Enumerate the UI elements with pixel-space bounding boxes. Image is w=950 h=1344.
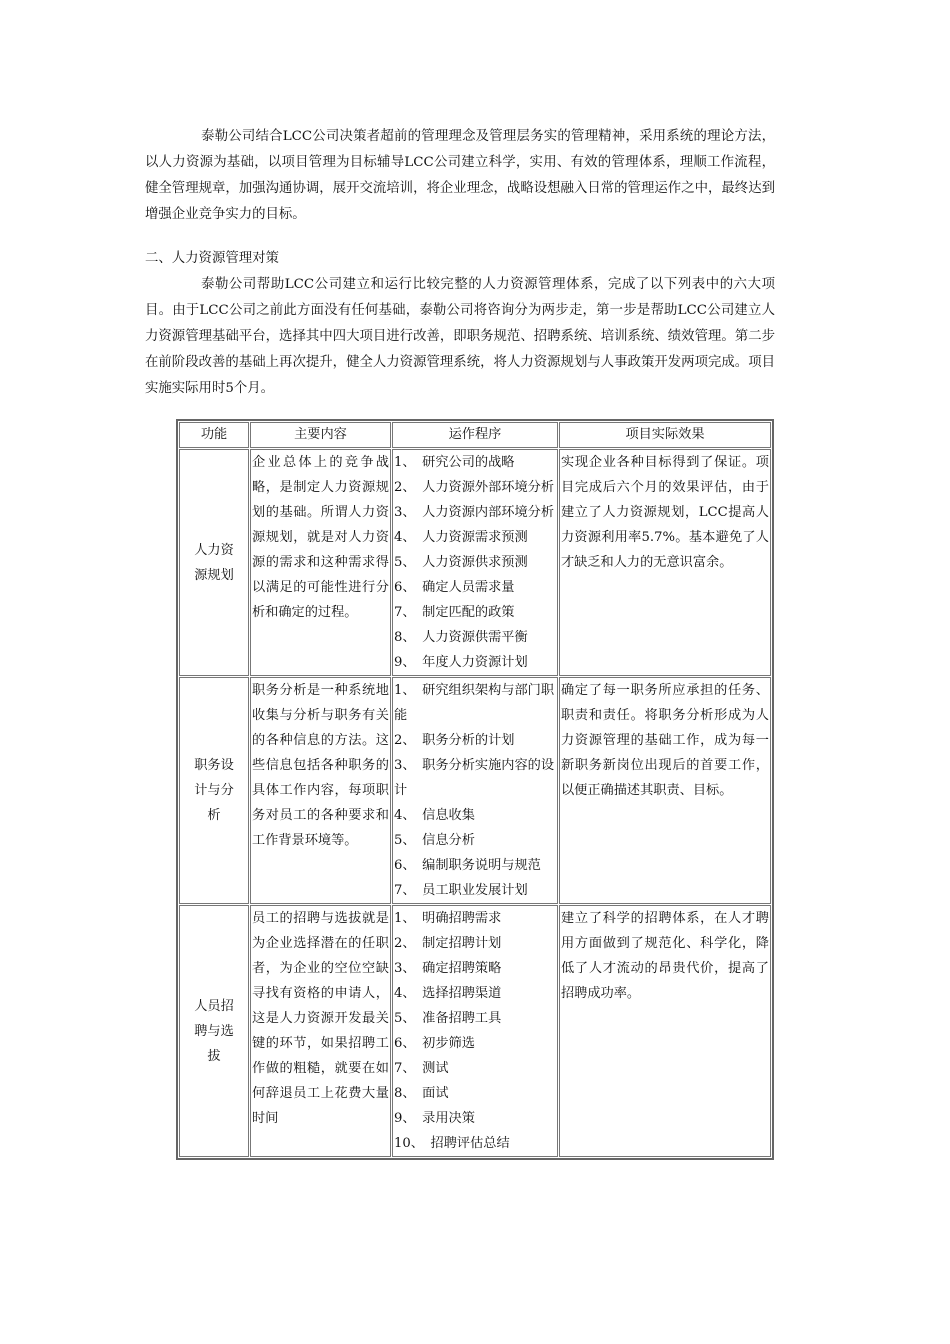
procedure-step: 2、 制定招聘计划 (394, 936, 502, 951)
procedure-step: 4、 信息收集 (394, 808, 475, 823)
row-function: 人力资源规划 (194, 542, 234, 583)
procedure-step: 1、 研究组织架构与部门职能 (394, 683, 555, 723)
row-effect: 建立了科学的招聘体系，在人才聘用方面做到了规范化、科学化，降低了人才流动的昂贵代价，提高了招聘成功率。 (559, 905, 771, 1157)
row-procedure (392, 905, 558, 1157)
intro-paragraph: 泰勒公司结合LCC公司决策者超前的管理理念及管理层务实的管理精神，采用系统的理论方法，以人力资源为基础，以项目管理为目标辅导LCC公司建立科学，实用、有效的管理体系，理顺工作流程，健全管理规章，加强沟通协调，展开交流培训，将企业理念，战略设想融入日常的管理运作之中，最终达到增强企业竞争实力的目标。 (145, 129, 775, 222)
procedure-step: 4、 选择招聘渠道 (394, 986, 502, 1001)
row-content: 职务分析是一种系统地收集与分析与职务有关的各种信息的方法。这些信息包括各种职务的具体工作内容，每项职务对员工的各种要求和工作背景环境等。 (250, 677, 391, 904)
header-effect: 项目实际效果 (559, 422, 771, 448)
header-procedure: 运作程序 (392, 422, 558, 448)
row-procedure (392, 449, 558, 676)
procedure-step: 1、 明确招聘需求 (394, 911, 502, 926)
row-content: 企业总体上的竞争战略，是制定人力资源规划的基础。所谓人力资源规划，就是对人力资源的需求和这种需求得以满足的可能性进行分析和确定的过程。 (250, 449, 391, 676)
procedure-step: 1、 研究公司的战略 (394, 455, 515, 470)
procedure-step: 8、 人力资源供需平衡 (394, 630, 528, 645)
procedure-step: 2、 人力资源外部环境分析 (394, 480, 555, 495)
table-header-row (179, 422, 771, 448)
procedure-step: 3、 人力资源内部环境分析 (394, 505, 555, 520)
section-paragraph: 泰勒公司帮助LCC公司建立和运行比较完整的人力资源管理体系，完成了以下列表中的六大项目。由于LCC公司之前此方面没有任何基础，泰勒公司将咨询分为两步走，第一步是帮助LCC公司建立人力资源管理基础平台，选择其中四大项目进行改善，即职务规范、招聘系统、培训系统、绩效管理。第二步在前阶段改善的基础上再次提升，健全人力资源管理系统，将人力资源规划与人事政策开发两项完成。项目实施实际用时5个月。 (145, 277, 775, 396)
procedure-step: 6、 初步筛选 (394, 1036, 475, 1051)
procedure-step: 10、 招聘评估总结 (394, 1136, 510, 1151)
row-function: 职务设计与分析 (194, 758, 234, 823)
row-procedure (392, 677, 558, 904)
section-heading: 二、人力资源管理对策 (145, 251, 279, 266)
procedure-step: 6、 确定人员需求量 (394, 580, 515, 595)
table-row (179, 677, 771, 904)
procedure-step: 2、 职务分析的计划 (394, 733, 515, 748)
procedure-step: 8、 面试 (394, 1086, 449, 1101)
procedure-step: 5、 人力资源供求预测 (394, 555, 528, 570)
procedure-step: 7、 员工职业发展计划 (394, 883, 528, 898)
procedure-step: 5、 信息分析 (394, 833, 475, 848)
row-function: 人员招聘与选拔 (194, 998, 234, 1064)
header-content: 主要内容 (250, 422, 391, 448)
header-function: 功能 (179, 422, 249, 448)
procedure-step: 3、 确定招聘策略 (394, 961, 502, 976)
row-content: 员工的招聘与选拔就是为企业选择潜在的任职者，为企业的空位空缺寻找有资格的申请人，这是人力资源开发最关键的环节，如果招聘工作做的粗糙，就要在如何辞退员工上花费大量时间 (250, 905, 391, 1157)
row-effect: 确定了每一职务所应承担的任务、职责和责任。将职务分析形成为人力资源管理的基础工作，成为每一新职务新岗位出现后的首要工作，以便正确描述其职责、目标。 (559, 677, 771, 904)
procedure-step: 6、 编制职务说明与规范 (394, 858, 541, 873)
row-effect: 实现企业各种目标得到了保证。项目完成后六个月的效果评估，由于建立了人力资源规划，LCC提高人力资源利用率5.7%。基本避免了人才缺乏和人力的无意识富余。 (559, 449, 771, 676)
hr-projects-table (176, 419, 774, 1160)
table-row (179, 449, 771, 676)
procedure-step: 7、 测试 (394, 1061, 449, 1076)
table-row (179, 905, 771, 1157)
procedure-step: 7、 制定匹配的政策 (394, 605, 515, 620)
procedure-step: 9、 录用决策 (394, 1111, 475, 1126)
procedure-step: 4、 人力资源需求预测 (394, 530, 528, 545)
procedure-step: 9、 年度人力资源计划 (394, 655, 528, 670)
procedure-step: 5、 准备招聘工具 (394, 1011, 502, 1026)
procedure-step: 3、 职务分析实施内容的设计 (394, 758, 555, 798)
